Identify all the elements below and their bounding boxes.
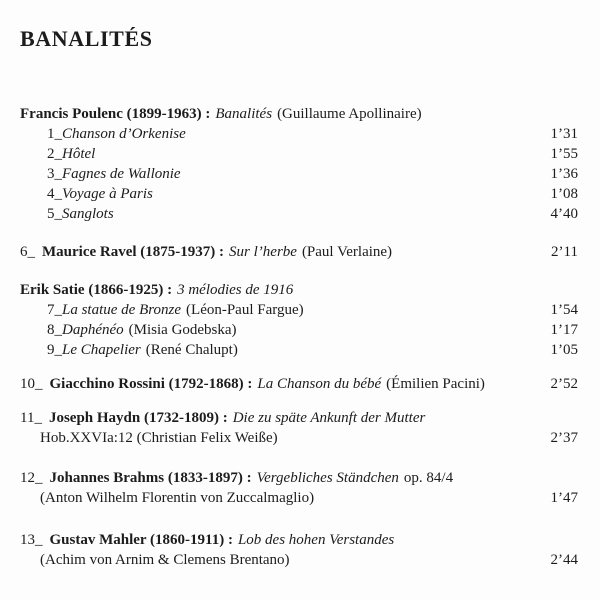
track-row — [20, 204, 578, 224]
composer-header — [20, 408, 578, 428]
track-number: 2_ — [47, 146, 62, 162]
track-row — [20, 300, 578, 320]
track-title: Voyage à Paris — [62, 186, 153, 202]
composer-header — [20, 104, 578, 124]
work-title: Die zu späte Ankunft der Mutter — [232, 410, 426, 426]
entry-satie — [20, 280, 578, 360]
composer-name-dates: Johannes Brahms (1833-1897) : — [49, 470, 252, 486]
composer-name-dates: Gustav Mahler (1860-1911) : — [49, 532, 233, 548]
track-row — [20, 320, 578, 340]
entry-number: 12_ — [20, 470, 43, 486]
lyricist: (Guillaume Apollinaire) — [277, 106, 422, 122]
lyricist: (Léon-Paul Fargue) — [186, 302, 304, 318]
album-title: BANALITÉS — [20, 26, 153, 51]
track-number: 3_ — [47, 166, 62, 182]
work-title: La Chanson du bébé — [257, 376, 382, 392]
track-title: Chanson d’Orkenise — [62, 126, 186, 142]
lyricist: (Achim von Arnim & Clemens Brentano) — [40, 552, 290, 568]
track-row — [20, 340, 578, 360]
composer-header — [20, 280, 578, 300]
track-time: 1’36 — [550, 166, 578, 182]
track-title: Hôtel — [62, 146, 96, 162]
work-title: Banalités — [215, 106, 273, 122]
track-time: 1’54 — [550, 302, 578, 318]
track-number: 4_ — [47, 186, 62, 202]
track-time: 1’55 — [550, 146, 578, 162]
entry-ravel — [20, 242, 578, 262]
entry-haydn — [20, 408, 578, 448]
track-number: 5_ — [47, 206, 62, 222]
entry-rossini — [20, 374, 578, 394]
track-time: 2’52 — [550, 376, 578, 392]
work-title: 3 mélodies de 1916 — [177, 282, 294, 298]
work-title: Vergebliches Ständchen — [256, 470, 399, 486]
track-row — [20, 184, 578, 204]
work-title: Sur l’herbe — [229, 244, 297, 260]
track-time: 1’47 — [550, 490, 578, 506]
composer-header — [20, 530, 578, 550]
entry-number: 13_ — [20, 532, 43, 548]
track-row — [20, 144, 578, 164]
track-time: 2’37 — [550, 430, 578, 446]
catalog-and-lyricist: Hob.XXVIa:12 (Christian Felix Weiße) — [40, 430, 278, 446]
composer-name-dates: Joseph Haydn (1732-1809) : — [48, 410, 228, 426]
track-time: 4’40 — [550, 206, 578, 222]
entry-poulenc — [20, 104, 578, 224]
lyricist: (Anton Wilhelm Florentin von Zuccalmaglio) — [40, 490, 315, 506]
work-title: Lob des hohen Verstandes — [237, 532, 395, 548]
track-number: 9_ — [47, 342, 62, 358]
composer-name-dates: Maurice Ravel (1875-1937) : — [42, 244, 225, 260]
opus-number: op. 84/4 — [403, 470, 454, 486]
track-title: Fagnes de Wallonie — [62, 166, 181, 182]
track-number: 1_ — [47, 126, 62, 142]
composer-name-dates: Giacchino Rossini (1792-1868) : — [49, 376, 253, 392]
continuation-line — [20, 428, 578, 448]
track-time: 2’11 — [551, 244, 578, 260]
continuation-line — [20, 488, 578, 508]
composer-name-dates: Erik Satie (1866-1925) : — [20, 282, 173, 298]
entry-brahms — [20, 468, 578, 508]
track-number: 7_ — [47, 302, 62, 318]
composer-header — [20, 468, 578, 488]
lyricist: (Paul Verlaine) — [301, 244, 393, 260]
composer-header — [20, 374, 578, 394]
track-row — [20, 124, 578, 144]
continuation-line — [20, 550, 578, 570]
track-title: Le Chapelier — [62, 342, 141, 358]
track-time: 2’44 — [550, 552, 578, 568]
entry-number: 10_ — [20, 376, 43, 392]
track-title: Sanglots — [62, 206, 114, 222]
entry-mahler — [20, 530, 578, 570]
composer-name-dates: Francis Poulenc (1899-1963) : — [20, 106, 211, 122]
track-title: La statue de Bronze — [62, 302, 182, 318]
track-time: 1’17 — [550, 322, 578, 338]
track-time: 1’31 — [550, 126, 578, 142]
lyricist: (René Chalupt) — [145, 342, 238, 358]
lyricist: (Misia Godebska) — [128, 322, 237, 338]
track-time: 1’08 — [550, 186, 578, 202]
entry-number: 6_ — [20, 244, 35, 260]
track-row — [20, 164, 578, 184]
entry-number: 11_ — [20, 410, 42, 426]
composer-header — [20, 242, 578, 262]
track-time: 1’05 — [550, 342, 578, 358]
track-number: 8_ — [47, 322, 62, 338]
lyricist: (Émilien Pacini) — [386, 376, 485, 392]
track-title: Daphénéo — [62, 322, 124, 338]
